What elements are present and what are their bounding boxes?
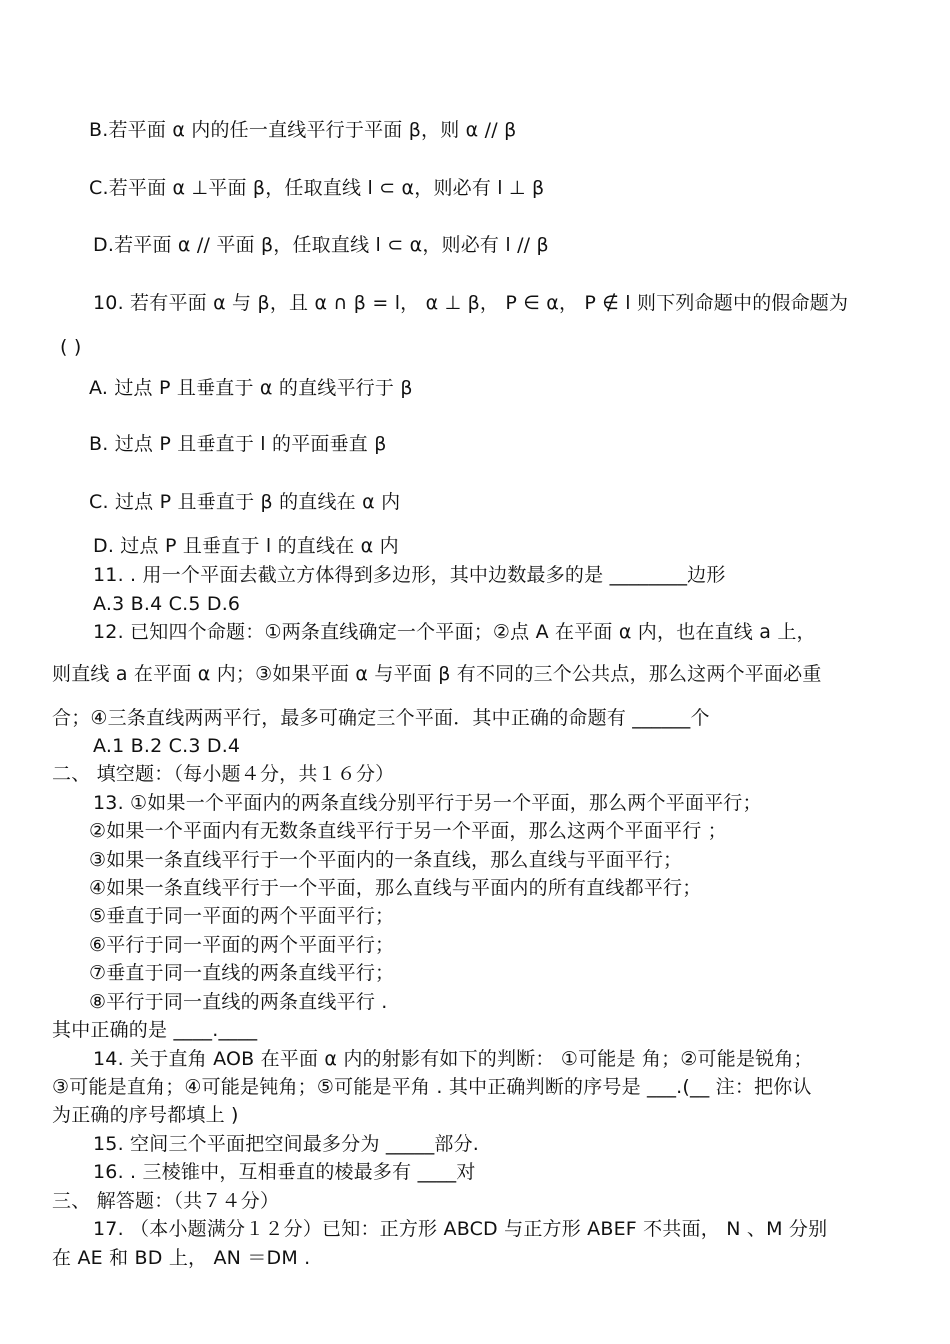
q11-stem: 11. . 用一个平面去截立方体得到多边形，其中边数最多的是 ________边形	[93, 564, 726, 586]
q16-stem: 16. . 三棱锥中，互相垂直的棱最多有 ____对	[93, 1161, 476, 1183]
q17-stem-line2: 在 AE 和 BD 上， AN ＝DM .	[52, 1247, 311, 1269]
q12-stem-line1: 12. 已知四个命题：①两条直线确定一个平面；②点 A 在平面 α 内，也在直线 a 上，	[93, 621, 816, 643]
q10-stem: 10. 若有平面 α 与 β，且 α ∩ β = l， α ⊥ β， P ∈ α， P ∉ l 则下列命题中的假命题为	[93, 292, 849, 314]
q10-option-c: C. 过点 P 且垂直于 β 的直线在 α 内	[89, 491, 401, 513]
q15-stem: 15. 空间三个平面把空间最多分为 _____部分.	[93, 1133, 480, 1155]
q13-item-3: ③如果一条直线平行于一个平面内的一条直线，那么直线与平面平行；	[89, 849, 683, 871]
q11-options: A.3 B.4 C.5 D.6	[93, 593, 241, 615]
q13-item-2: ②如果一个平面内有无数条直线平行于另一个平面，那么这两个平面平行 ；	[89, 820, 727, 842]
q14-stem-line2: ③可能是直角；④可能是钝角；⑤可能是平角 . 其中正确判断的序号是 ___.(__ 注：把你认	[52, 1076, 812, 1098]
q13-item-1: 13. ①如果一个平面内的两条直线分别平行于另一个平面，那么两个平面平行；	[93, 792, 762, 814]
q10-answer-bracket: ( )	[60, 336, 82, 358]
q12-stem-line3: 合；④三条直线两两平行，最多可确定三个平面．其中正确的命题有 ______个	[52, 707, 710, 729]
q17-stem-line1: 17. （本小题满分１２分）已知：正方形 ABCD 与正方形 ABEF 不共面， N 、M 分别	[93, 1218, 828, 1240]
q10-option-b: B. 过点 P 且垂直于 l 的平面垂直 β	[89, 433, 387, 455]
q12-stem-line2: 则直线 a 在平面 α 内；③如果平面 α 与平面 β 有不同的三个公共点，那么这两个平面必重	[52, 663, 822, 685]
q9-option-d: D.若平面 α // 平面 β，任取直线 l ⊂ α，则必有 l // β	[93, 234, 549, 256]
q10-option-d: D. 过点 P 且垂直于 l 的直线在 α 内	[93, 535, 399, 557]
q13-item-6: ⑥平行于同一平面的两个平面平行；	[89, 934, 395, 956]
q9-option-b: B.若平面 α 内的任一直线平行于平面 β，则 α // β	[89, 119, 517, 141]
q12-options: A.1 B.2 C.3 D.4	[93, 735, 241, 757]
q13-item-5: ⑤垂直于同一平面的两个平面平行；	[89, 905, 395, 927]
q14-stem-line3: 为正确的序号都填上 )	[52, 1104, 239, 1126]
section-3-heading: 三、 解答题：（共７４分）	[52, 1190, 280, 1212]
q9-option-c: C.若平面 α ⊥平面 β，任取直线 l ⊂ α，则必有 l ⊥ β	[89, 177, 545, 199]
q14-stem-line1: 14. 关于直角 AOB 在平面 α 内的射影有如下的判断： ①可能是 角；②可能是锐角；	[93, 1048, 813, 1070]
q13-item-4: ④如果一条直线平行于一个平面，那么直线与平面内的所有直线都平行；	[89, 877, 702, 899]
q13-answer-line: 其中正确的是 ____.____	[52, 1019, 258, 1041]
q13-item-7: ⑦垂直于同一直线的两条直线平行；	[89, 962, 395, 984]
section-2-heading: 二、 填空题：（每小题４分，共１６分）	[52, 763, 395, 785]
q13-item-8: ⑧平行于同一直线的两条直线平行 .	[89, 991, 388, 1013]
q10-option-a: A. 过点 P 且垂直于 α 的直线平行于 β	[89, 377, 413, 399]
